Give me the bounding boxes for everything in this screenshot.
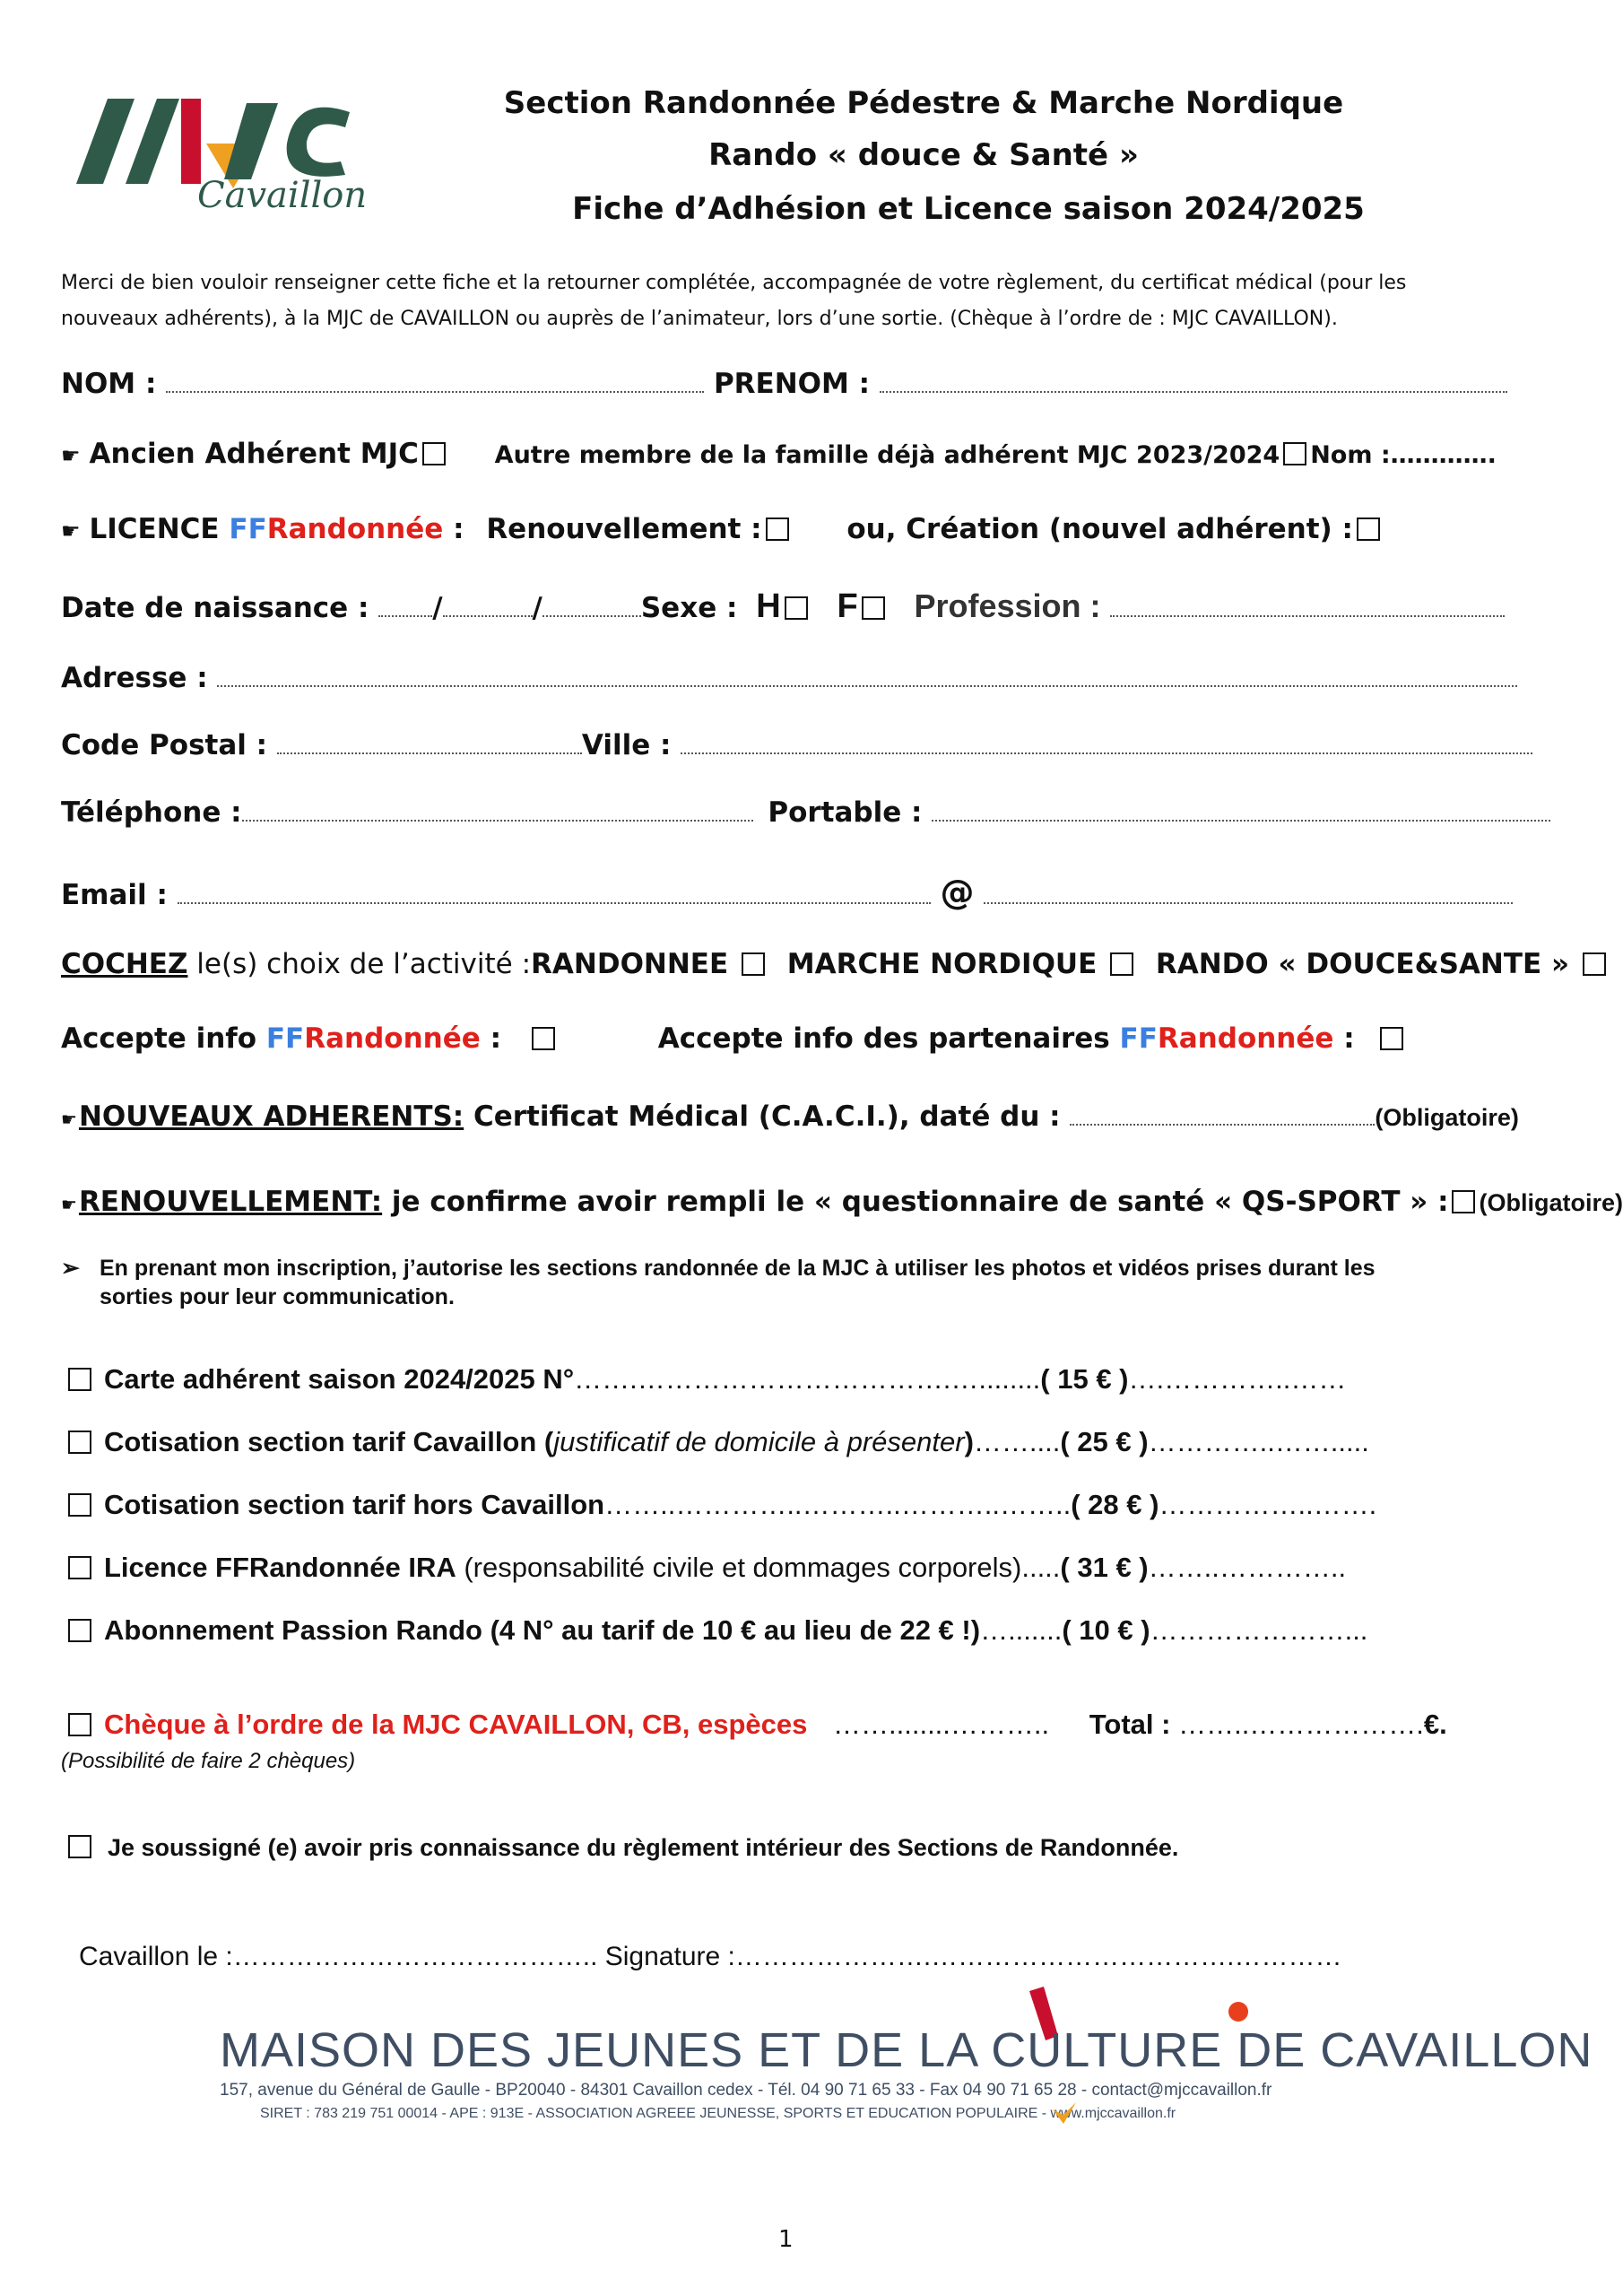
naissance-label: Date de naissance : (61, 592, 369, 624)
creation-label: ou, Création (nouvel adhérent) : (846, 513, 1353, 545)
payment-note: (Possibilité de faire 2 chèques) (61, 1749, 356, 1773)
colon: : (480, 1022, 501, 1055)
total-euro: €. (1423, 1709, 1447, 1740)
autre-membre-checkbox[interactable] (1283, 442, 1306, 465)
activity-row (61, 948, 1610, 980)
footer-check-mark (1051, 2099, 1078, 2126)
total-input[interactable]: ……..………………. (1178, 1709, 1424, 1740)
randonnee-label: Randonnée (1157, 1022, 1334, 1055)
reglement-row (65, 1834, 1178, 1862)
birth-year-input[interactable] (542, 614, 641, 617)
price-row-cavaillon (65, 1426, 1369, 1458)
sexe-h-label: H (756, 587, 781, 625)
douce-checkbox[interactable] (1583, 952, 1606, 976)
price-tail: ….…………..…… (1128, 1363, 1347, 1395)
ville-label: Ville : (581, 729, 672, 761)
price-label-end: ) (964, 1426, 974, 1457)
prenom-input[interactable] (880, 390, 1507, 393)
adresse-row (61, 662, 1517, 694)
certificat-row (61, 1100, 1519, 1133)
cp-row (61, 729, 1532, 761)
price-label: Licence FFRandonnée IRA (104, 1552, 456, 1583)
price-checkbox[interactable] (68, 1493, 91, 1517)
price-dots: ……..…………..………..………..…….. (604, 1489, 1072, 1520)
randonnee-option-label: RANDONNEE (531, 948, 729, 980)
price-tail: ……..………….. (1148, 1552, 1347, 1583)
price-amount: ( 28 € ) (1071, 1489, 1159, 1520)
sexe-label: Sexe : (640, 592, 738, 624)
nom-input[interactable] (166, 390, 704, 393)
footer-name: MAISON DES JEUNES ET DE LA CULTURE DE CAVAILLON (220, 2023, 1593, 2077)
sexe-h-checkbox[interactable] (785, 596, 808, 620)
licence-label: LICENCE (89, 513, 230, 545)
price-checkbox[interactable] (68, 1556, 91, 1579)
signature-row[interactable]: Cavaillon le :………………………………….. Signature :………………….…………………………….………… (79, 1942, 1342, 1971)
price-tail: …………..……..... (1148, 1426, 1369, 1457)
randonnee-label: Randonnée (304, 1022, 481, 1055)
sexe-f-checkbox[interactable] (862, 596, 885, 620)
certificat-obligatoire: (Obligatoire) (1375, 1104, 1519, 1131)
price-label: Abonnement Passion Rando (4 N° au tarif de 10 € au lieu de 22 € !) (104, 1614, 981, 1646)
price-dots: …….…………………………….…........ (574, 1363, 1041, 1395)
randonnee-label: Randonnée (266, 513, 444, 545)
ville-input[interactable] (681, 752, 1532, 754)
price-row-abonnement (65, 1614, 1367, 1647)
telephone-input[interactable] (242, 819, 753, 822)
ff-label: FF (1119, 1022, 1158, 1055)
certificat-text: Certificat Médical (C.A.C.I.), daté du : (464, 1100, 1061, 1133)
qs-checkbox[interactable] (1452, 1190, 1475, 1213)
email-label: Email : (61, 879, 168, 911)
accept-partenaires-label: Accepte info des partenaires (657, 1022, 1120, 1055)
qs-text: je confirme avoir rempli le « questionnaire de santé « QS-SPORT » : (382, 1186, 1449, 1218)
naissance-row (61, 587, 1505, 626)
sexe-f-label: F (837, 587, 858, 625)
portable-label: Portable : (768, 796, 923, 829)
autre-membre-label: Autre membre de la famille déjà adhérent MJC 2023/2024 (494, 441, 1280, 469)
price-amount: ( 10 € ) (1062, 1614, 1150, 1646)
email-domain-input[interactable] (984, 901, 1513, 904)
at-sign: @ (940, 873, 975, 912)
payment-checkbox[interactable] (68, 1713, 91, 1736)
intro-line2: nouveaux adhérents), à la MJC de CAVAILLON ou auprès de l’animateur, lors d’une sortie. (Chèque à l’ordre de : MJC CAVAILLON). (61, 308, 1338, 330)
price-note: (responsabilité civile et dommages corporels) (456, 1552, 1022, 1583)
payment-dots: ……........……….. (833, 1709, 1050, 1740)
accept-row (61, 1022, 1407, 1055)
ancien-label: Ancien Adhérent MJC (89, 438, 419, 470)
qs-obligatoire: (Obligatoire) (1479, 1189, 1623, 1216)
reglement-text: Je soussigné (e) avoir pris connaissance du règlement intérieur des Sections de Randonnée. (108, 1834, 1179, 1861)
header-line2: Rando « douce & Santé » (708, 137, 1139, 173)
price-dots: ..... (1021, 1552, 1061, 1583)
autre-nom-label: Nom :…………. (1310, 441, 1497, 469)
photo-consent-line1: En prenant mon inscription, j’autorise les sections randonnée de la MJC à utiliser les photos et vidéos prises durant les (99, 1256, 1376, 1281)
arrow-bullet-icon: ➢ (61, 1256, 80, 1281)
logo-city: Cavaillon (197, 175, 368, 216)
creation-checkbox[interactable] (1357, 517, 1380, 541)
intro-line1: Merci de bien vouloir renseigner cette fiche et la retourner complétée, accompagnée de votre règlement, du certificat médical (pour les (61, 272, 1407, 294)
slash: / (432, 592, 443, 624)
price-tail: …………………... (1150, 1614, 1368, 1646)
adresse-input[interactable] (217, 684, 1517, 687)
price-dots: …....... (980, 1614, 1063, 1646)
price-checkbox[interactable] (68, 1619, 91, 1642)
page-number: 1 (778, 2226, 794, 2253)
photo-consent-line2: sorties pour leur communication. (100, 1284, 455, 1309)
profession-input[interactable] (1110, 614, 1505, 617)
payment-label: Chèque à l’ordre de la MJC CAVAILLON, CB, espèces (104, 1709, 808, 1740)
activity-label: le(s) choix de l’activité : (187, 948, 532, 980)
email-user-input[interactable] (178, 901, 931, 904)
pointing-hand-icon: ☛ (61, 518, 81, 544)
slash: / (532, 592, 542, 624)
price-label: Cotisation section tarif Cavaillon ( (104, 1426, 554, 1457)
email-row (61, 873, 1513, 912)
telephone-label: Téléphone : (61, 796, 242, 829)
price-label: Cotisation section tarif hors Cavaillon (104, 1489, 605, 1520)
birth-month-input[interactable] (443, 614, 533, 617)
cochez-label: COCHEZ (61, 948, 188, 980)
douce-option-label: RANDO « DOUCE&SANTE » (1155, 948, 1569, 980)
header-line1: Section Randonnée Pédestre & Marche Nordique (503, 85, 1344, 121)
check-mark-icon (1051, 2099, 1078, 2126)
certificat-title: NOUVEAUX ADHERENTS: (78, 1100, 464, 1133)
qs-title: RENOUVELLEMENT: (78, 1186, 383, 1218)
marche-checkbox[interactable] (1110, 952, 1133, 976)
footer-dot (1228, 2002, 1248, 2022)
ancien-checkbox[interactable] (422, 442, 446, 465)
price-row-licence (65, 1552, 1346, 1584)
photo-consent (61, 1254, 1376, 1311)
footer-address: 157, avenue du Général de Gaulle - BP20040 - 84301 Cavaillon cedex - Tél. 04 90 71 65 33 - Fax 04 90 71 65 28 - contact@mjccavaillon.fr (220, 2081, 1272, 2100)
footer-siret: SIRET : 783 219 751 00014 - APE : 913E - ASSOCIATION AGREEE JEUNESSE, SPORTS ET EDUCATION POPULAIRE - www.mjccavaillon.fr (260, 2106, 1176, 2121)
adresse-label: Adresse : (61, 662, 208, 694)
code-postal-label: Code Postal : (61, 729, 268, 761)
price-checkbox[interactable] (68, 1431, 91, 1454)
price-note: justificatif de domicile à présenter (553, 1426, 965, 1457)
marche-option-label: MARCHE NORDIQUE (786, 948, 1098, 980)
accept-info-checkbox[interactable] (532, 1027, 555, 1050)
pointing-hand-icon: ☛ (61, 1109, 77, 1130)
pointing-hand-icon: ☛ (61, 1194, 77, 1215)
payment-row (65, 1709, 1447, 1741)
licence-row (61, 513, 1384, 545)
price-label: Carte adhérent saison 2024/2025 N° (104, 1363, 575, 1395)
reglement-checkbox[interactable] (68, 1835, 91, 1858)
nom-row (61, 368, 1507, 400)
renouvellement-label: Renouvellement : (486, 513, 762, 545)
ff-label: FF (265, 1022, 305, 1055)
total-label: Total : (1089, 1709, 1171, 1740)
pointing-hand-icon: ☛ (61, 443, 81, 468)
tel-row (61, 796, 1550, 829)
ancien-row (61, 438, 1497, 470)
code-postal-input[interactable] (277, 752, 582, 754)
price-amount: ( 25 € ) (1060, 1426, 1149, 1457)
qs-row (61, 1186, 1623, 1218)
profession-label: Profession : (914, 587, 1101, 624)
ff-label: FF (229, 513, 267, 545)
price-tail: ……………..……. (1159, 1489, 1377, 1520)
accept-partenaires-checkbox[interactable] (1380, 1027, 1403, 1050)
colon: : (1333, 1022, 1355, 1055)
price-amount: ( 31 € ) (1060, 1552, 1149, 1583)
licence-colon: : (443, 513, 464, 545)
price-dots: …….... (973, 1426, 1061, 1457)
certificat-date-input[interactable] (1070, 1123, 1375, 1126)
prenom-label: PRENOM : (713, 368, 871, 400)
mjc-logo (72, 90, 377, 233)
accept-info-label: Accepte info (61, 1022, 266, 1055)
portable-input[interactable] (932, 819, 1550, 822)
birth-day-input[interactable] (378, 614, 432, 617)
price-row-carte (65, 1363, 1346, 1396)
price-amount: ( 15 € ) (1040, 1363, 1129, 1395)
price-row-hors-cavaillon (65, 1489, 1376, 1521)
nom-label: NOM : (61, 368, 157, 400)
randonnee-checkbox[interactable] (742, 952, 765, 976)
renouvellement-checkbox[interactable] (766, 517, 789, 541)
header-line3: Fiche d’Adhésion et Licence saison 2024/2025 (572, 191, 1365, 227)
price-checkbox[interactable] (68, 1368, 91, 1391)
